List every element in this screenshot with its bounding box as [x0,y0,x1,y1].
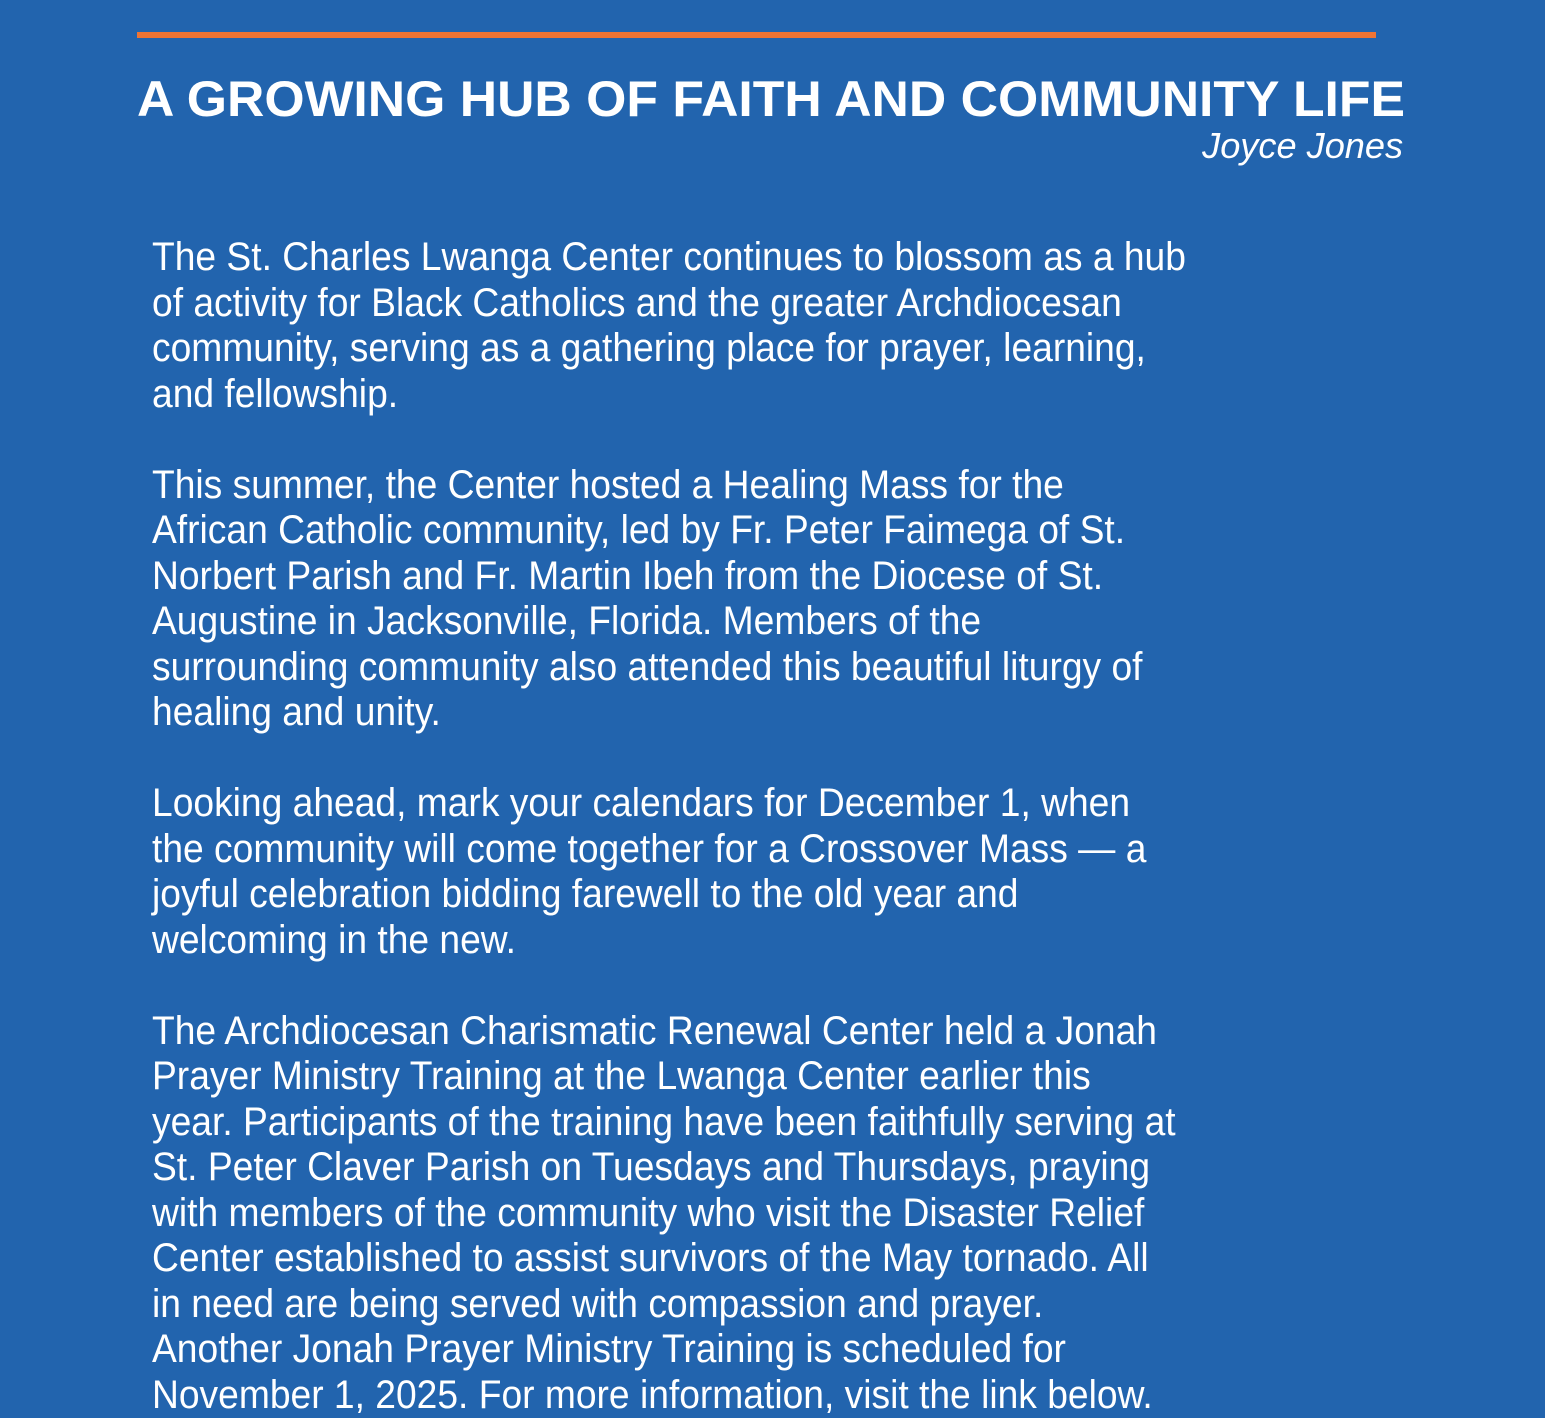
paragraph-line: the community will come together for a Crossover Mass — a [152,826,1147,871]
paragraph-line: healing and unity. [152,690,441,734]
article-byline: Joyce Jones [1202,125,1403,166]
paragraph-line: Looking ahead, mark your calendars for December 1, when [152,781,1131,825]
paragraph-line: November 1, 2025. For more information, visit the link below. [152,1372,1153,1417]
paragraph-line: community, serving as a gathering place for prayer, learning, [152,326,1146,370]
paragraph-line: year. Participants of the training have been faithfully serving at [152,1099,1176,1144]
paragraph-line: Center established to assist survivors of the May tornado. All [152,1236,1149,1280]
paragraph-line: welcoming in the new. [152,917,516,962]
paragraph-line: and fellowship. [152,371,399,416]
paragraph-line: This summer, the Center hosted a Healing Mass for the [152,462,1064,507]
paragraph-line: in need are being served with compassion and prayer. [152,1281,1044,1326]
paragraph-line: Norbert Parish and Fr. Martin Ibeh from the Diocese of St. [152,553,1104,598]
paragraph-line: with members of the community who visit the Disaster Relief [152,1190,1145,1235]
paragraph-line: Prayer Ministry Training at the Lwanga Center earlier this [152,1054,1091,1098]
paragraph-line: Another Jonah Prayer Ministry Training is scheduled for [152,1327,1066,1371]
article-title: A GROWING HUB OF FAITH AND COMMUNITY LIFE [137,71,1405,127]
accent-rule [137,32,1376,38]
paragraph-line: St. Peter Claver Parish on Tuesdays and Thursdays, praying [152,1145,1151,1189]
paragraph-line: of activity for Black Catholics and the greater Archdiocesan [152,280,1122,325]
paragraph-line: Augustine in Jacksonville, Florida. Members of the [152,599,982,643]
paragraph-line: surrounding community also attended this beautiful liturgy of [152,644,1143,689]
paragraph-line: joyful celebration bidding farewell to the old year and [152,872,1019,916]
paragraph-line: The St. Charles Lwanga Center continues to blossom as a hub [152,235,1186,279]
paragraph-line: African Catholic community, led by Fr. Peter Faimega of St. [152,508,1126,552]
paragraph-line: The Archdiocesan Charismatic Renewal Center held a Jonah [152,1008,1157,1053]
